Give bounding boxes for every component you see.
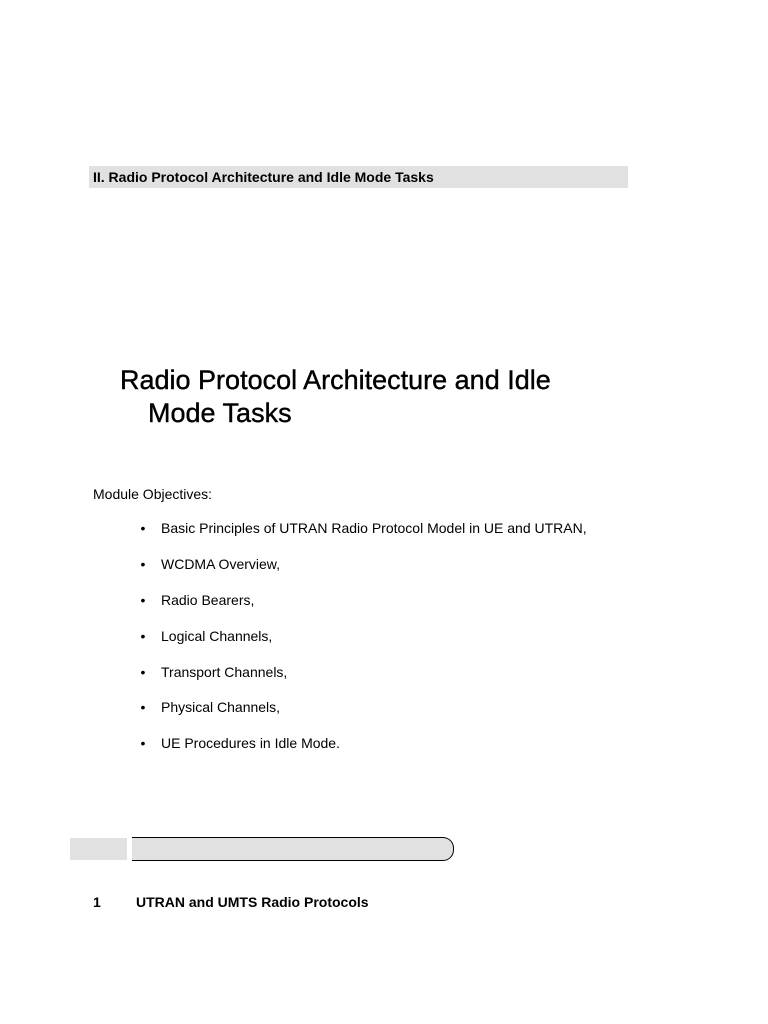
running-header-band [89,166,628,188]
objective-text: Transport Channels, [161,663,288,680]
objective-text: UE Procedures in Idle Mode. [161,735,340,752]
objective-text: Radio Bearers, [161,591,255,608]
section-title: UTRAN and UMTS Radio Protocols [136,894,369,910]
objectives-label: Module Objectives: [93,486,213,502]
objective-text: Physical Channels, [161,699,281,716]
bullet-icon: • [140,627,146,644]
module-title-line-2: Mode Tasks [148,398,292,428]
module-title-line-1: Radio Protocol Architecture and Idle [120,365,551,395]
bullet-icon: • [140,699,146,716]
objective-text: WCDMA Overview, [161,555,281,572]
bullet-icon: • [140,663,146,680]
bullet-icon: • [140,555,146,572]
objective-text: Logical Channels, [161,627,273,644]
bullet-icon: • [140,520,146,536]
module-title [120,364,720,430]
running-header-text: II. Radio Protocol Architecture and Idle Mode Tasks [93,169,434,185]
section-number: 1 [93,894,101,910]
bullet-icon: • [140,591,146,608]
bullet-icon: • [140,735,146,752]
section-divider-left-block [70,838,127,860]
section-divider-rounded-bar [132,837,454,861]
objective-text: Basic Principles of UTRAN Radio Protocol Model in UE and UTRAN, [161,520,587,536]
